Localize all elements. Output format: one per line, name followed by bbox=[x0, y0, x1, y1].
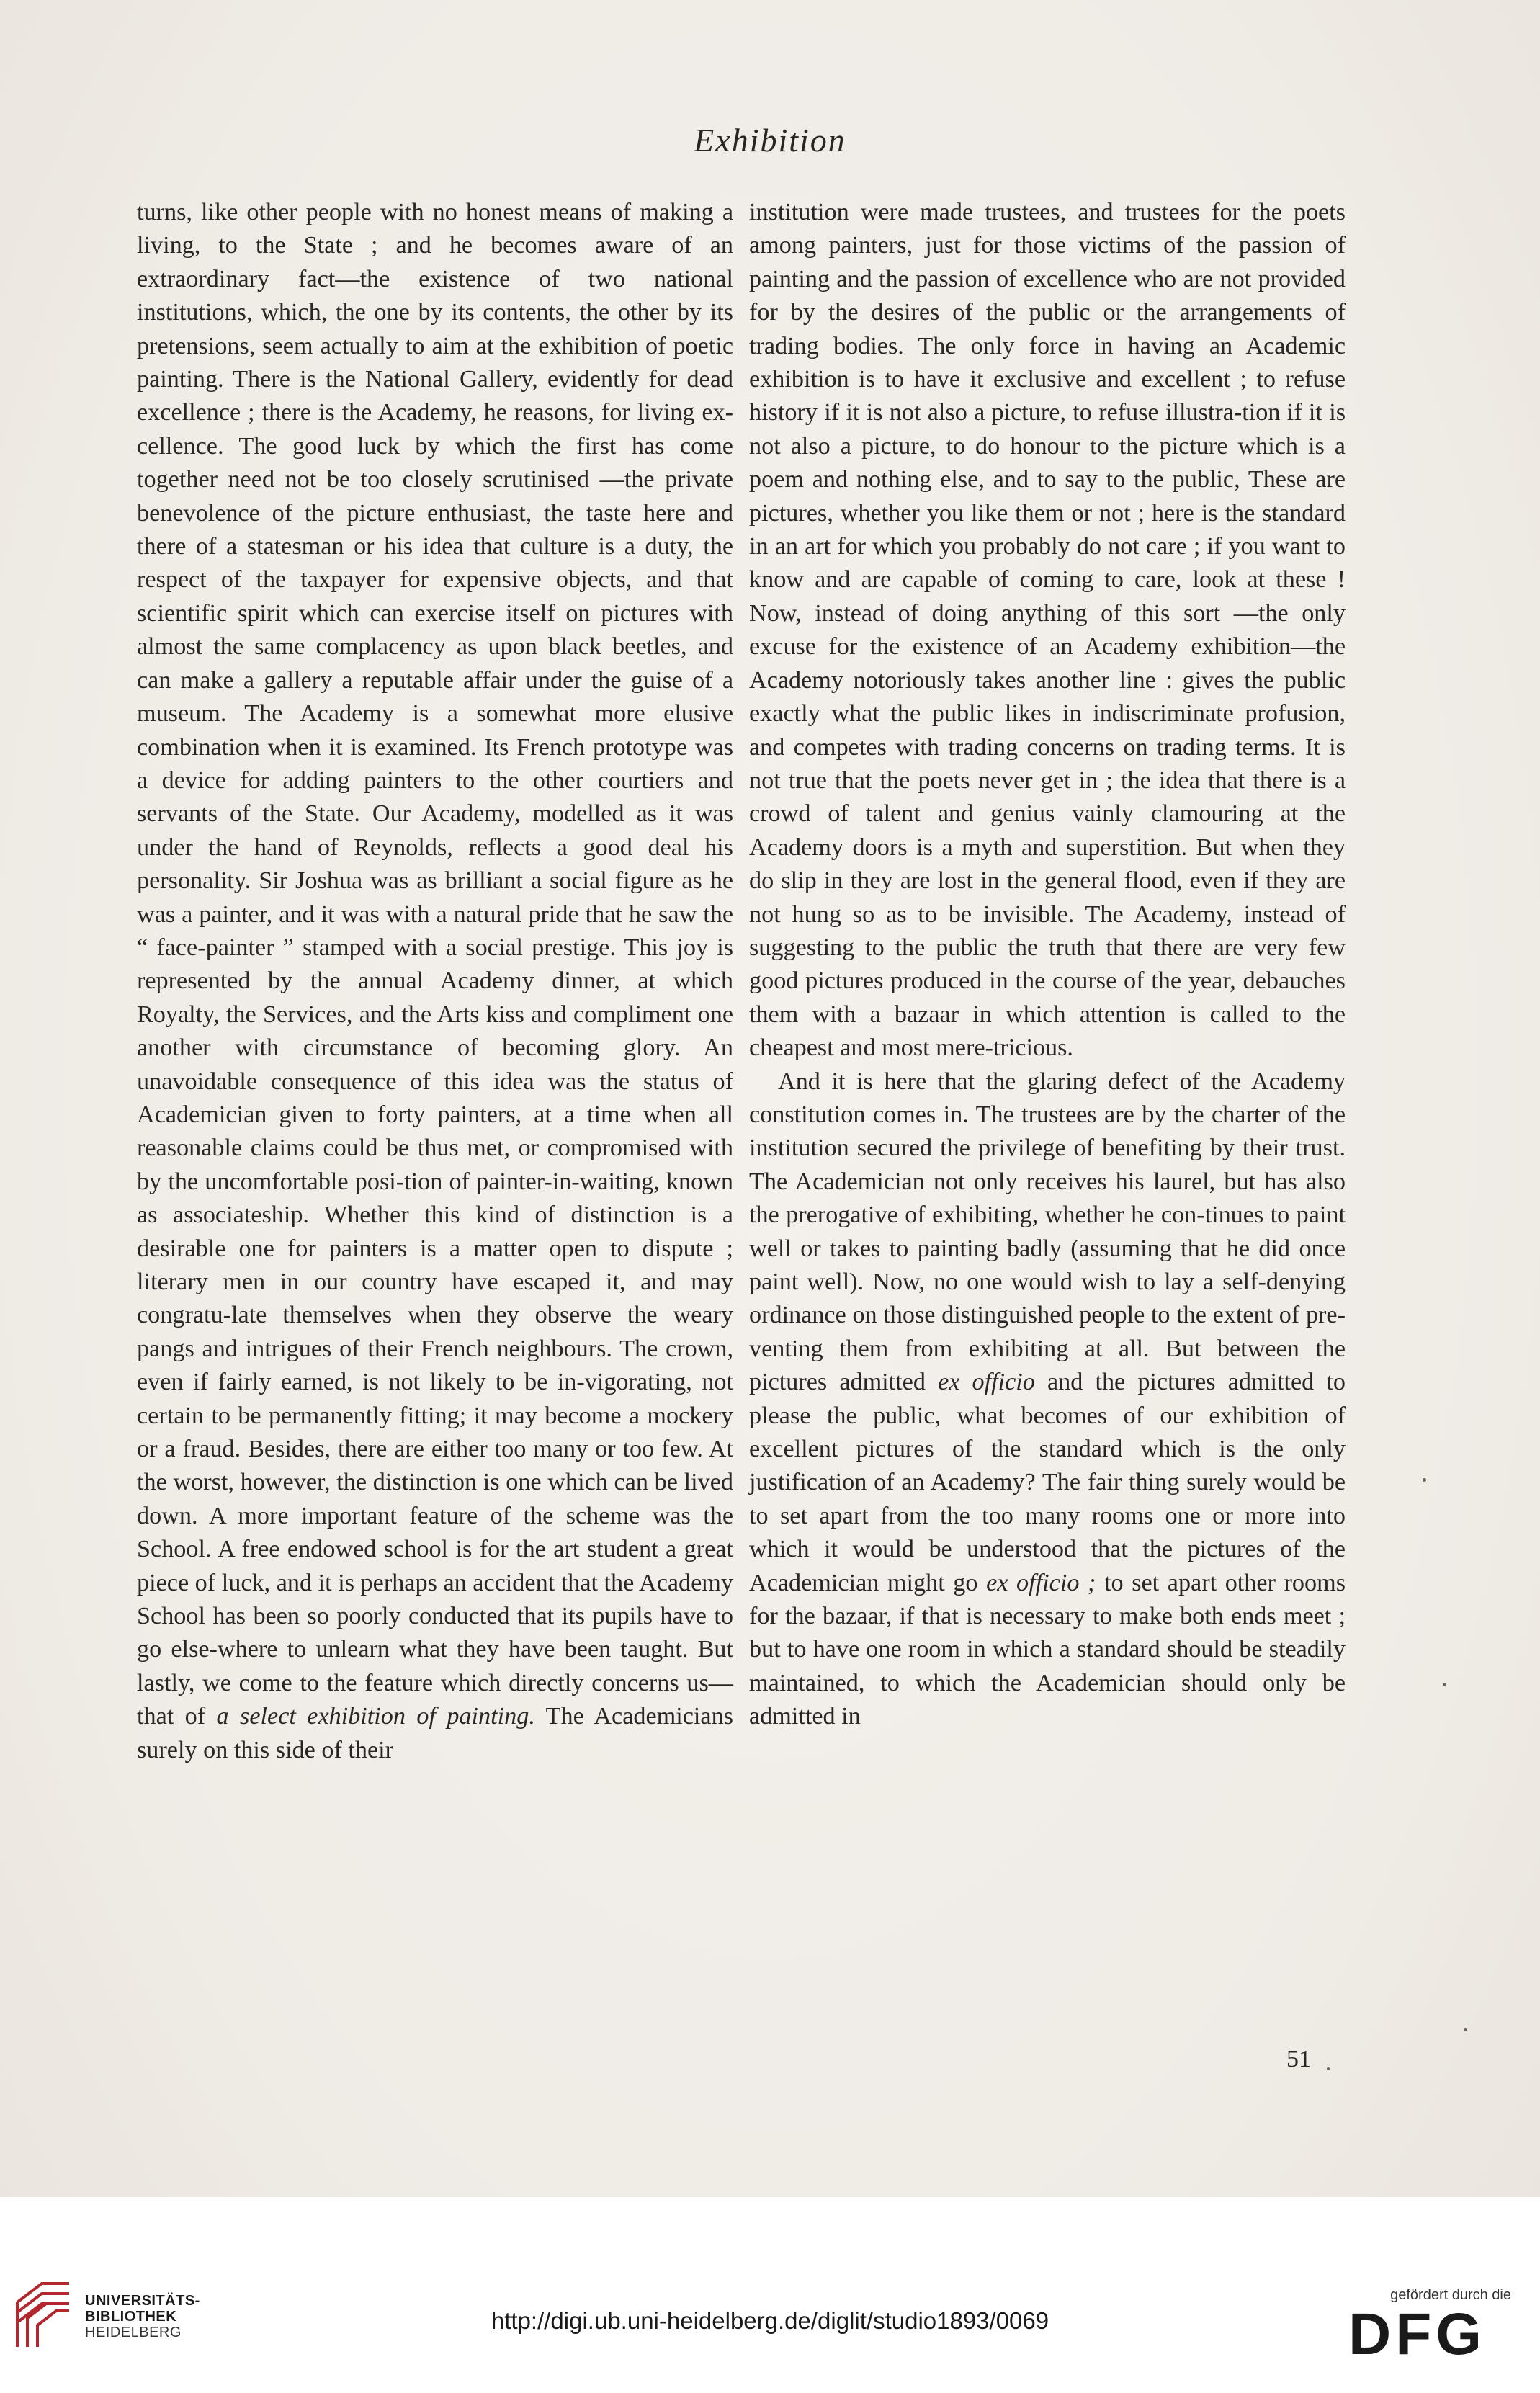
library-name-line: HEIDELBERG bbox=[85, 2325, 182, 2340]
right-column bbox=[749, 196, 1346, 1734]
running-head: Exhibition bbox=[694, 122, 846, 158]
italic-phrase: a select exhibition of painting. bbox=[216, 1703, 535, 1730]
page-number: 51 bbox=[1286, 2046, 1311, 2072]
scan-speck bbox=[1464, 2028, 1467, 2031]
library-name-line: BIBLIOTHEK bbox=[85, 2309, 177, 2325]
scan-speck bbox=[1423, 1478, 1426, 1482]
left-column-paragraph bbox=[137, 196, 733, 1767]
left-column bbox=[137, 196, 733, 1767]
body-text: to set apart other rooms for the bazaar, if that is necessary to make both ends meet ; but to have one room in which a standard should be steadily maintained, to which the Academician should only be admitted in bbox=[749, 1569, 1346, 1730]
library-name-line: UNIVERSITÄTS- bbox=[85, 2293, 200, 2309]
dfg-logo-text: DFG bbox=[1348, 2307, 1487, 2360]
scan-speck bbox=[1443, 1683, 1446, 1686]
italic-phrase: ex officio ; bbox=[986, 1569, 1096, 1596]
italic-phrase: ex officio bbox=[938, 1369, 1035, 1396]
footer-bar bbox=[0, 2197, 1540, 2393]
body-text: and the pictures admitted to please the public, what becomes of our exhibition of excellent pictures of the standard which is the only justification of an Academy? The fair thing surely would be to set apart from the too many rooms one or more into which it would be understood that the pictures of the Academician might go bbox=[749, 1369, 1346, 1596]
right-column-paragraph-1: institution were made trustees, and trustees for the poets among painters, just for those victims of the passion of painting and the passion of excellence who are not provided for by the desires of the public or the arrangements of trading bodies. The only force in having an Academic exhibition is to have it exclusive and excellent ; to refuse history if it is not also a picture, to refuse illustra-tion if it is not also a picture, to do honour to the picture which is a poem and nothing else, and to say to the public, These are pictures, whether you like them or not ; here is the standard in an art for which you probably do not care ; if you want to know and are capable of coming to care, look at these ! Now, instead of doing anything of this sort —the only excuse for the existence of an Academy exhibition—the Academy notoriously takes another line : gives the public exactly what the public likes in indiscriminate profusion, and competes with trading concerns on trading terms. It is not true that the poets never get in ; the idea that there is a crowd of talent and genius vainly clamouring at the Academy doors is a myth and superstition. But when they do slip in they are lost in the general flood, even if they are not hung so as to be invisible. The Academy, instead of suggesting to the public the truth that there are very few good pictures produced in the course of the year, debauches them with a bazaar in which attention is called to the cheapest and most mere-tricious. bbox=[749, 199, 1346, 1062]
source-url[interactable]: http://digi.ub.uni-heidelberg.de/diglit/studio1893/0069 bbox=[491, 2307, 1049, 2334]
scan-speck bbox=[1327, 2067, 1330, 2070]
body-text: The Academicians surely on this side of their bbox=[137, 1703, 733, 1763]
right-column-paragraph-2 bbox=[749, 1065, 1346, 1734]
body-text: turns, like other people with no honest means of making a living, to the State ; and he becomes aware of an extraordinary fact—the existence of two national institutions, which, the one by its contents, the other by its pretensions, seem actually to aim at the exhibition of poetic painting. There is the National Gallery, evidently for dead excellence ; there is the Academy, he reasons, for living ex-cellence. The good luck by which the first has come together need not be too closely scrutinised —the private benevolence of the picture enthusiast, the taste here and there of a statesman or his idea that culture is a duty, the respect of the taxpayer for expensive objects, and that scientific spirit which can exercise itself on pictures with almost the same complacency as upon black beetles, and can make a gallery a reputable affair under the guise of a museum. The Academy is a somewhat more elusive combination when it is examined. Its French prototype was a device for adding painters to the other courtiers and servants of the State. Our Academy, modelled as it was under the hand of Reynolds, reflects a good deal his personality. Sir Joshua was as brilliant a social figure as he was a painter, and it was with a natural pride that he saw the “ face-painter ” stamped with a social prestige. This joy is represented by the annual Academy dinner, at which Royalty, the Services, and the Arts kiss and compliment one another with circumstance of becoming glory. An unavoidable consequence of this idea was the status of Academician given to forty painters, at a time when all reasonable claims could be thus met, or compromised with by the uncomfortable posi-tion of painter-in-waiting, known as associateship. Whether this kind of distinction is a desirable one for painters is a matter open to dispute ; literary men in our country have escaped it, and may congratu-late themselves when they observe the weary pangs and intrigues of their French neighbours. The crown, even if fairly earned, is not likely to be in-vigorating, not certain to be permanently fitting; it may become a mockery or a fraud. Besides, there are either too many or too few. At the worst, however, the distinction is one which can be lived down. A more important feature of the scheme was the School. A free endowed school is for the art student a great piece of luck, and it is perhaps an accident that the Academy School has been so poorly conducted that its pupils have to go else-where to unlearn what they have been taught. But lastly, we come to the feature which directly concerns us—that of bbox=[137, 199, 733, 1730]
dfg-logo-icon bbox=[1348, 2307, 1511, 2360]
funded-by-label: gefördert durch die bbox=[1390, 2287, 1511, 2303]
body-text: And it is here that the glaring defect of the Academy constitution comes in. The trustees are by the charter of the institution secured the privilege of benefiting by their trust. The Academician not only receives his laurel, but has also the prerogative of exhibiting, whether he con-tinues to paint well or takes to painting badly (assuming that he did once paint well). Now, no one would wish to lay a self-denying ordinance on those distinguished people to the extent of pre-venting them from exhibiting at all. But between the pictures admitted bbox=[749, 1068, 1346, 1396]
